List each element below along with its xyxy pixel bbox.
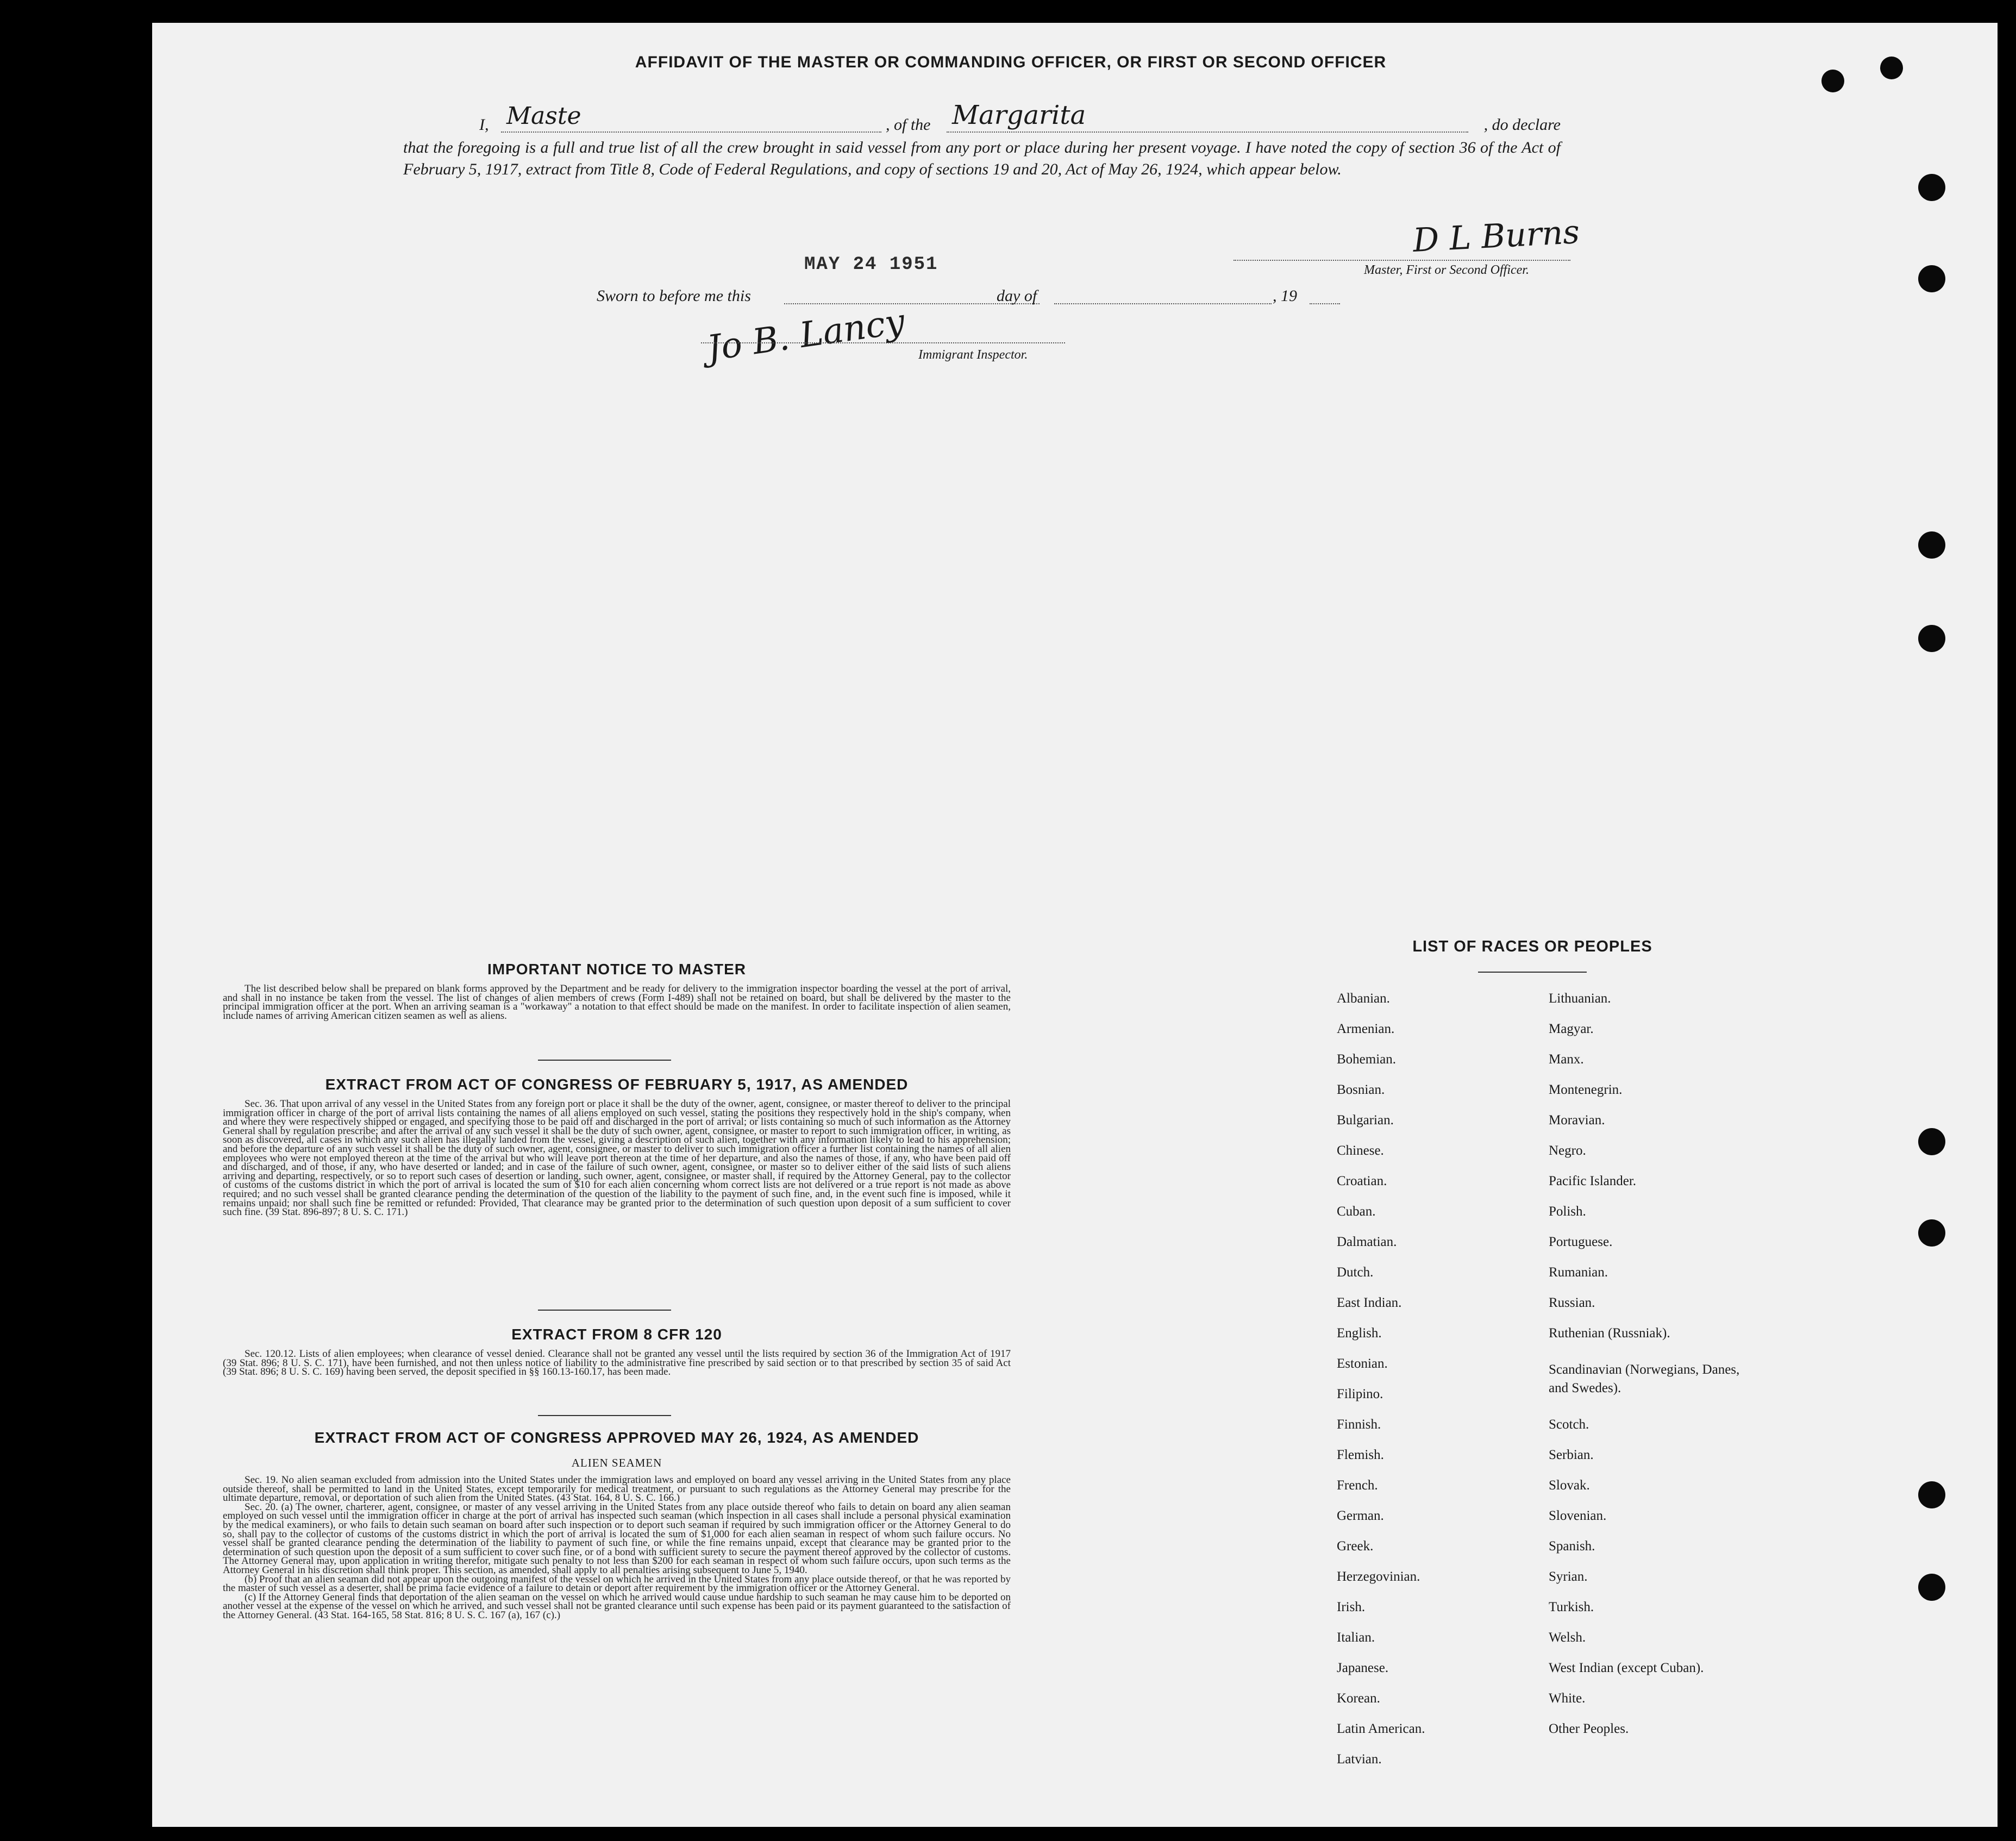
declaration-i-label: I,: [479, 116, 489, 134]
race-item: Latin American.: [1337, 1721, 1425, 1736]
do-declare-label: , do declare: [1483, 116, 1561, 134]
race-item: Bohemian.: [1337, 1052, 1397, 1067]
race-item: Finnish.: [1337, 1417, 1381, 1432]
punch-hole: [1821, 70, 1844, 92]
punch-hole: [1918, 1574, 1945, 1601]
race-item: Irish.: [1337, 1600, 1366, 1614]
race-item: White.: [1549, 1691, 1586, 1706]
race-item: Cuban.: [1337, 1204, 1376, 1219]
section-divider: [538, 1060, 671, 1061]
sworn-label: Sworn to before me this: [597, 287, 751, 305]
race-item: Polish.: [1549, 1204, 1586, 1219]
of-the-label: , of the: [886, 116, 931, 134]
race-item: Scotch.: [1549, 1417, 1589, 1432]
races-title: LIST OF RACES OR PEOPLES: [1412, 938, 1652, 955]
race-item: Ruthenian (Russniak).: [1549, 1326, 1670, 1341]
affidavit-title: AFFIDAVIT OF THE MASTER OR COMMANDING OFFICER, OR FIRST OR SECOND OFFICER: [635, 53, 1387, 71]
race-item: Bulgarian.: [1337, 1113, 1394, 1128]
sec-20a-paragraph: Sec. 20. (a) The owner, charterer, agent, consignee, or master of any vessel arriving in the United States from any place outside thereof who fails to detain on board any alien seaman employed on such vessel until the immigration officer in charge at the port of arrival has inspected such seaman (which inspection in all cases shall include a personal physical examination by the medical examiners), or who fails to detain such seaman on board after such inspection or to deport such seaman if required by such immigration officer or the Attorney General to do so, shall pay to the collector of customs of the customs district in which the port of arrival is located the sum of $1,000 for each alien seaman in respect of whom such failure occurs. No vessel shall be granted clearance pending the determination of the liability to payment of such fine, or while the fine remains unpaid, except that clearance may be granted prior to the determination of such question upon the deposit of a sum sufficient to cover such fine, or of a bond with sufficient surety to secure the payment thereof approved by the collector of customs. The Attorney General may, upon application in writing therefor, mitigate such penalty to not less than $200 for each seaman in respect of whom such failure occurs, upon such terms as the Attorney General in his discretion shall think proper. This section, as amended, shall apply to all penalties arising subsequent to June 5, 1940.: [223, 1501, 1011, 1576]
race-item: Lithuanian.: [1549, 991, 1611, 1006]
notice-text: [223, 985, 1011, 1020]
inspector-signature-line: [701, 342, 1065, 343]
section-divider: [538, 1310, 671, 1311]
race-item: West Indian (except Cuban).: [1549, 1661, 1704, 1675]
vessel-name-handwritten: Margarita: [952, 100, 1086, 130]
race-item: English.: [1337, 1326, 1382, 1341]
sec-20b-paragraph: (b) Proof that an alien seaman did not appear upon the outgoing manifest of the vessel on which he arrived in the United States from any place outside thereof, or that he was reported by the master of such vessel as a deserter, shall be prima facie evidence of a failure to detain or deport after requirement by the immigration officer or the Attorney General.: [223, 1573, 1011, 1594]
race-item: Albanian.: [1337, 991, 1390, 1006]
race-item: Greek.: [1337, 1539, 1374, 1554]
race-item: Croatian.: [1337, 1174, 1387, 1188]
notice-title: IMPORTANT NOTICE TO MASTER: [487, 961, 747, 978]
race-item: Slovenian.: [1549, 1508, 1607, 1523]
sec-20c-paragraph: (c) If the Attorney General finds that deportation of the alien seaman on the vessel on which he arrived would cause undue hardship to such seaman he may cause him to be deported on another vessel at the expense of the vessel on which he arrived, and such vessel shall not be granted clearance until such expense has been paid or its payment guaranteed to the satisfaction of the Attorney General. (43 Stat. 164-165, 58 Stat. 816; 8 U. S. C. 167 (a), 167 (c).): [223, 1591, 1011, 1621]
race-item: Flemish.: [1337, 1448, 1384, 1462]
race-item: French.: [1337, 1478, 1378, 1493]
punch-hole: [1918, 625, 1945, 652]
race-item: Italian.: [1337, 1630, 1375, 1645]
race-item: Herzegovinian.: [1337, 1569, 1420, 1584]
punch-hole: [1918, 174, 1945, 201]
race-item: Moravian.: [1549, 1113, 1605, 1128]
punch-hole: [1918, 1128, 1945, 1155]
sworn-year-line: [1310, 303, 1340, 304]
inspector-signature: Jo B. Lancy: [704, 301, 907, 370]
race-item: Magyar.: [1549, 1022, 1594, 1036]
master-name-line: [501, 132, 881, 133]
race-item: Montenegrin.: [1549, 1082, 1623, 1097]
race-item: Chinese.: [1337, 1143, 1384, 1158]
section-divider: [538, 1415, 671, 1416]
declaration-text: that the foregoing is a full and true list of all the crew brought in said vessel from any port or place during her present voyage. I have noted the copy of section 36 of the Act of February 5, 1917, extract from Title 8, Code of Federal Regulations, and copy of sections 19 and 20, Act of May 26, 1924, which appear below.: [403, 139, 1561, 178]
race-item: Syrian.: [1549, 1569, 1588, 1584]
race-item: Slovak.: [1549, 1478, 1590, 1493]
race-item: Manx.: [1549, 1052, 1584, 1067]
race-item: East Indian.: [1337, 1295, 1402, 1310]
race-item: Japanese.: [1337, 1661, 1389, 1675]
punch-hole: [1918, 1219, 1945, 1247]
extract-cfr-paragraph: Sec. 120.12. Lists of alien employees; when clearance of vessel denied. Clearance shall not be granted any vessel until the lists required by section 36 of the Immigration Act of 1917 (39 Stat. 896; 8 U. S. C. 171), have been furnished, and not then unless notice of liability to the administrative fine prescribed by said section or to that prescribed by section 35 of said Act (39 Stat. 896; 8 U. S. C. 169) having been served, the deposit specified in §§ 160.13-160.17, has been made.: [223, 1348, 1011, 1378]
races-divider: [1478, 972, 1587, 973]
race-item: Negro.: [1549, 1143, 1586, 1158]
race-item: Armenian.: [1337, 1022, 1395, 1036]
race-item: Serbian.: [1549, 1448, 1594, 1462]
sworn-month-line: [1054, 303, 1272, 304]
race-item: Filipino.: [1337, 1387, 1383, 1401]
race-item: Portuguese.: [1549, 1235, 1613, 1249]
race-item: Spanish.: [1549, 1539, 1595, 1554]
extract-cfr-title: EXTRACT FROM 8 CFR 120: [511, 1326, 722, 1343]
race-item: Dalmatian.: [1337, 1235, 1397, 1249]
race-item: Scandinavian (Norwegians, Danes, and Swedes).: [1549, 1362, 1740, 1395]
race-item: Welsh.: [1549, 1630, 1586, 1645]
date-stamp: MAY 24 1951: [804, 254, 938, 275]
extract-1924-title: EXTRACT FROM ACT OF CONGRESS APPROVED MAY 26, 1924, AS AMENDED: [314, 1429, 919, 1446]
notice-paragraph: The list described below shall be prepared on blank forms approved by the Department and be ready for delivery to the immigration inspector boarding the vessel at the port of arrival, and shall in no instance be taken from the vessel. The list of changes of alien members of crews (Form I-489) shall not be retained on board, but shall be delivered by the master to the principal immigration officer at the port. When an arriving seaman is a "workaway" a notation to that effect should be made on the manifest. In order to facilitate inspection of alien seamen, include names of arriving American citizen seamen as well as aliens.: [223, 983, 1011, 1022]
year-label: , 19: [1273, 287, 1297, 305]
race-item: Other Peoples.: [1549, 1721, 1629, 1736]
race-item: Korean.: [1337, 1691, 1380, 1706]
vessel-name-line: [947, 132, 1468, 133]
race-item: Rumanian.: [1549, 1265, 1608, 1280]
alien-seamen-subtitle: ALIEN SEAMEN: [571, 1456, 662, 1469]
punch-hole: [1918, 265, 1945, 292]
punch-hole: [1880, 57, 1903, 79]
inspector-label: Immigrant Inspector.: [918, 348, 1028, 362]
sworn-line: [597, 287, 1357, 309]
race-item: German.: [1337, 1508, 1384, 1523]
extract-1917-title: EXTRACT FROM ACT OF CONGRESS OF FEBRUARY 5, 1917, AS AMENDED: [325, 1076, 909, 1093]
punch-hole: [1918, 1481, 1945, 1508]
race-item: Estonian.: [1337, 1356, 1388, 1371]
race-item: Latvian.: [1337, 1752, 1382, 1767]
punch-hole: [1918, 531, 1945, 559]
master-signature-label: Master, First or Second Officer.: [1364, 263, 1529, 277]
race-item: Bosnian.: [1337, 1082, 1385, 1097]
sec-19-paragraph: Sec. 19. No alien seaman excluded from admission into the United States under the immigration laws and employed on board any vessel arriving in the United States from any place outside thereof, shall be permitted to land in the United States, except temporarily for medical treatment, or pursuant to such regulations as the Attorney General may prescribe for the ultimate departure, removal, or deportation of such alien from the United States. (43 Stat. 164, 8 U. S. C. 166.): [223, 1474, 1011, 1504]
declaration-block: [403, 100, 1561, 180]
extract-1917-paragraph: Sec. 36. That upon arrival of any vessel in the United States from any foreign port or place it shall be the duty of the owner, agent, consignee, or master thereof to deliver to the principal immigration officer in charge of the port of arrival lists containing the names of all aliens employed on such vessel, stating the positions they respectively hold in the ship's company, when and where they were respectively shipped or engaged, and specifying those to be paid off and discharged in the port of arrival; or lists containing so much of such information as the Attorney General shall by regulation prescribe; and after the arrival of any such vessel it shall be the duty of such owner, agent, consignee, or master to report to such immigration officer, in writing, as soon as discovered, all cases in which any such alien has illegally landed from the vessel, giving a description of such alien, together with any information likely to lead to his apprehension; and before the departure of any such vessel it shall be the duty of such owner, agent, consignee, or master to deliver to such immigration officer a further list containing the names of all alien employees who were not employed thereon at the time of the arrival but who will leave port thereon at the time of her departure, and also the names of those, if any, who have been paid off and discharged, and of those, if any, who have deserted or landed; and in case of the failure of such owner, agent, consignee, or master so to deliver either of the said lists of such aliens arriving and departing, respectively, or so to report such cases of desertion or landing, such owner, agent, consignee, or master shall, if required by the Attorney General, pay to the collector of customs of the customs district in which the port of arrival is located the sum of $10 for each alien concerning whom correct lists are not delivered or a true report is not made as above required; and no such vessel shall be granted clearance pending the determination of the question of the liability to the payment of such fine, and, in the event such fine is imposed, while it remains unpaid; nor shall such fine be remitted or refunded: Provided, That clearance may be granted prior to the determination of such question upon deposit of a sum sufficient to cover such fine. (39 Stat. 896-897; 8 U. S. C. 171.): [223, 1098, 1011, 1218]
race-item: Dutch.: [1337, 1265, 1374, 1280]
race-item: Turkish.: [1549, 1600, 1594, 1614]
extract-cfr-text: [223, 1350, 1011, 1377]
race-item: Russian.: [1549, 1295, 1595, 1310]
day-of-label: day of: [997, 287, 1037, 305]
master-name-handwritten: Maste: [506, 102, 581, 130]
master-signature-line: [1234, 260, 1570, 261]
race-item: Pacific Islander.: [1549, 1174, 1637, 1188]
extract-1924-text: [223, 1476, 1011, 1620]
extract-1917-text: [223, 1100, 1011, 1217]
master-signature: D L Burns: [1412, 213, 1581, 260]
